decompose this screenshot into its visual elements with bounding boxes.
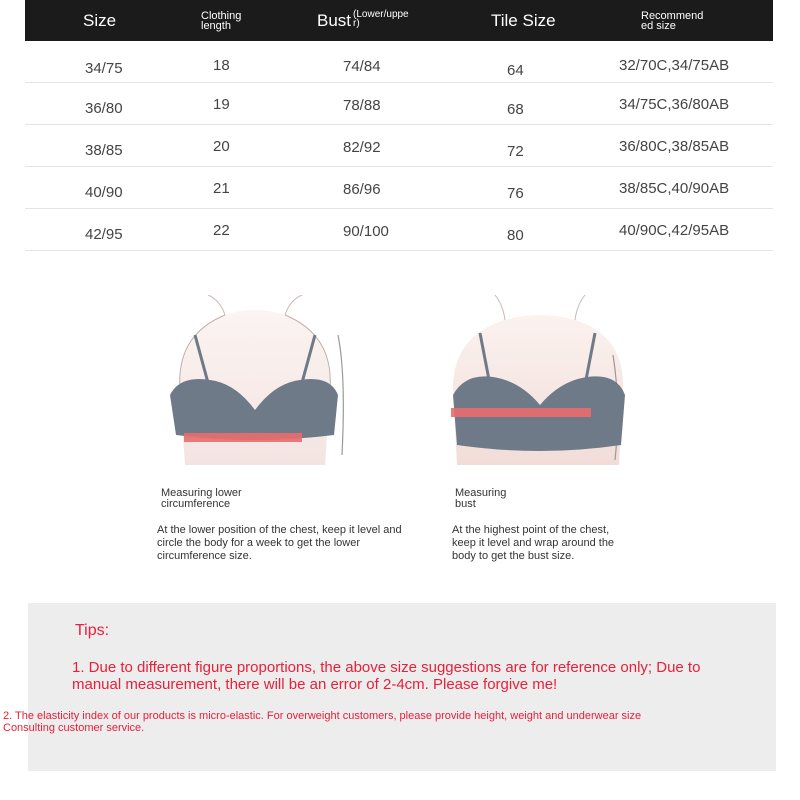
bust-measure-label: Measuring bust [455,487,507,510]
cell-bust: 90/100 [343,223,389,240]
cell-bust: 74/84 [343,58,381,75]
cell-bust: 82/92 [343,139,381,156]
table-row [25,83,773,125]
cell-tile: 68 [507,101,524,118]
header-size: Size [83,10,117,30]
cell-size: 38/85 [85,142,123,159]
header-recommended-size: Recommend ed size [641,9,704,32]
bust-measure-illustration [445,295,635,465]
cell-length: 20 [213,138,230,155]
cell-bust: 78/88 [343,97,381,114]
cell-size: 40/90 [85,184,123,201]
lower-measure-description: At the lower position of the chest, keep it level and circle the body for a week to get the lower circumference size. [157,524,402,562]
table-row [25,125,773,167]
cell-recommended: 38/85C,40/90AB [619,180,730,197]
tip-2: 2. The elasticity index of our products is micro-elastic. For overweight customers, please provide height, weight and underwear size Consulting customer service. [3,710,642,734]
cell-size: 34/75 [85,60,123,77]
cell-recommended: 40/90C,42/95AB [619,222,730,239]
cell-size: 42/95 [85,226,123,243]
cell-recommended: 32/70C,34/75AB [619,57,730,74]
lower-measure-label: Measuring lower circumference [161,487,242,510]
cell-length: 19 [213,96,230,113]
table-row [25,41,773,83]
cell-tile: 80 [507,227,524,244]
cell-size: 36/80 [85,100,123,117]
cell-recommended: 34/75C,36/80AB [619,96,730,113]
cell-tile: 76 [507,185,524,202]
table-header [25,0,773,41]
bust-measure-description: At the highest point of the chest, keep it level and wrap around the body to get the bust size. [452,524,615,562]
header-bust: Bust (Lower/uppe r) [317,8,409,30]
cell-length: 21 [213,180,230,197]
cell-recommended: 36/80C,38/85AB [619,138,730,155]
header-tile-size: Tile Size [491,10,556,30]
cell-bust: 86/96 [343,181,381,198]
size-table [25,0,773,251]
cell-tile: 72 [507,143,524,160]
cell-tile: 64 [507,62,524,79]
table-row [25,167,773,209]
tips-title: Tips: [75,622,110,639]
lower-circumference-illustration [150,295,360,465]
table-row [25,209,773,251]
cell-length: 18 [213,57,230,74]
header-clothing-length: Clothing length [201,9,242,32]
tip-1: 1. Due to different figure proportions, the above size suggestions are for reference only; Due to manual measurement, there will be an error of 2-4cm. Please forgive me! [72,659,701,693]
cell-length: 22 [213,222,230,239]
